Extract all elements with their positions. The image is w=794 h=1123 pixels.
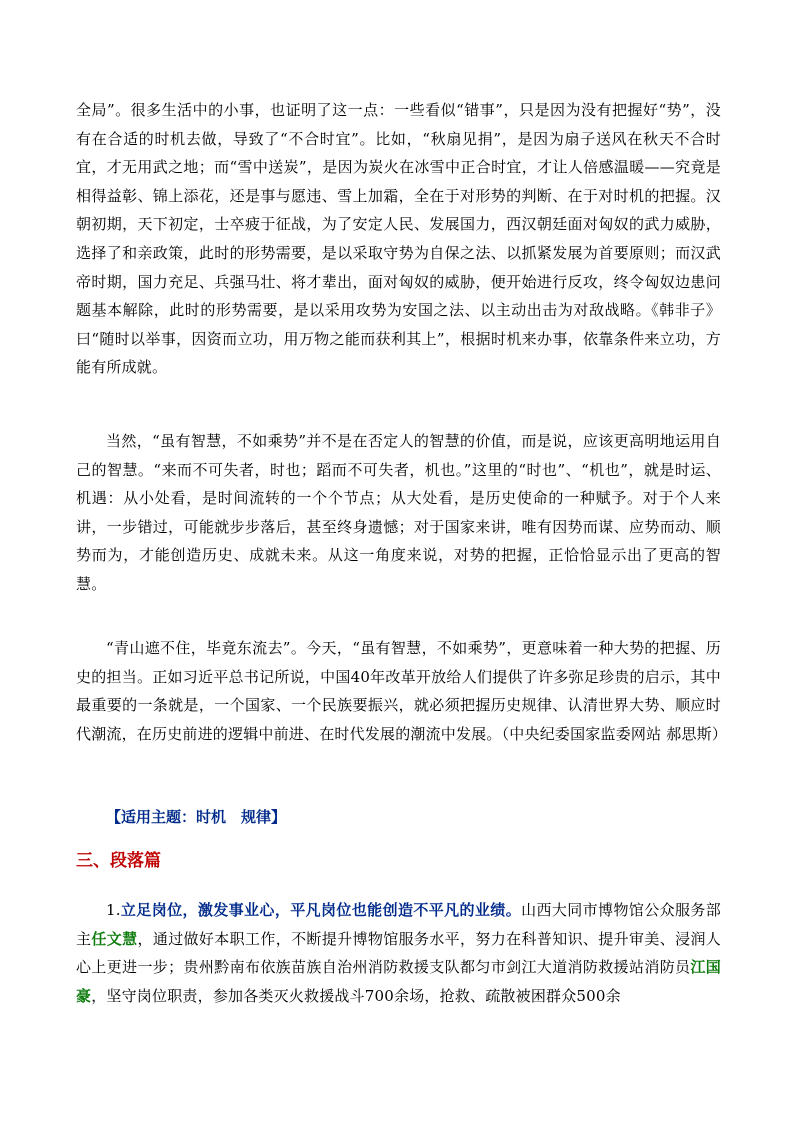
- item-heading: 立足岗位，激发事业心，平凡岗位也能创造不平凡的业绩。: [120, 901, 522, 919]
- paragraph-example-1: [76, 896, 721, 1010]
- person-name: 江国豪: [76, 958, 721, 1005]
- paragraph-wisdom: 当然，“虽有智慧，不如乘势”并不是在否定人的智慧的价值，而是说，应该更高明地运用自己的智慧。“来而不可失者，时也；蹈而不可失者，机也。”这里的“时也”、“机也”，就是时运、机遇：从小处看，是时间流转的一个个节点；从大处看，是历史使命的一种赋予。对于个人来讲，一步错过，可能就步步落后，甚至终身遗憾；对于国家来讲，唯有因势而谋、应势而动、顺势而为，才能创造历史、成就未来。从这一角度来说，对势的把握，正恰恰显示出了更高的智慧。: [76, 432, 721, 593]
- item-text: ，通过做好本职工作，不断提升博物馆服务水平，努力在科普知识、提升审美、浸润人心上更进一步；贵州黔南布依族苗族自治州消防救援支队都匀市剑江大道消防救援站消防员: [76, 929, 722, 977]
- person-name: 任文慧: [91, 929, 138, 948]
- item-text: 山西大同市博物馆公众服务部主: [76, 901, 721, 948]
- item-text: ，坚守岗位职责，参加各类灭火救援战斗700余场，抢救、疏散被困群众500余: [91, 986, 621, 1005]
- item-number: 1.: [106, 901, 121, 919]
- paragraph-continuation: 全局”。很多生活中的小事，也证明了这一点：一些看似“错事”，只是因为没有把握好“势”，没有在合适的时机去做，导致了“不合时宜”。比如，“秋扇见捐”，是因为扇子送风在秋天不合时宜，才无用武之地；而“雪中送炭”，是因为炭火在冰雪中正合时宜，才让人倍感温暖——究竟是相得益彰、锦上添花，还是事与愿违、雪上加霜，全在于对形势的判断、在于对时机的把握。汉朝初期，天下初定，士卒疲于征战，为了安定人民、发展国力，西汉朝廷面对匈奴的武力威胁，选择了和亲政策，此时的形势需要，是以采取守势为自保之法、以抓紧发展为首要原则；而汉武帝时期，国力充足、兵强马壮、将才辈出，面对匈奴的威胁，便开始进行反攻，终令匈奴边患问题基本解除，此时的形势需要，是以采用攻势为安国之法、以主动出击为对敌战略。《韩非子》曰“随时以举事，因资而立功，用万物之能而获利其上”，根据时机来办事，依靠条件来立功，方能有所成就。: [76, 101, 721, 377]
- section-title: 三、段落篇: [76, 851, 161, 871]
- applicable-theme: 【适用主题：时机 规律】: [106, 808, 287, 826]
- paragraph-trend: “青山遮不住，毕竟东流去”。今天，“虽有智慧，不如乘势”，更意味着一种大势的把握、历史的担当。正如习近平总书记所说，中国40年改革开放给人们提供了许多弥足珍贵的启示，其中最重要的一条就是，一个国家、一个民族要振兴，就必须把握历史规律、认清世界大势、顺应时代潮流，在历史前进的逻辑中前进、在时代发展的潮流中发展。（中央纪委国家监委网站 郝思斯）: [76, 639, 728, 743]
